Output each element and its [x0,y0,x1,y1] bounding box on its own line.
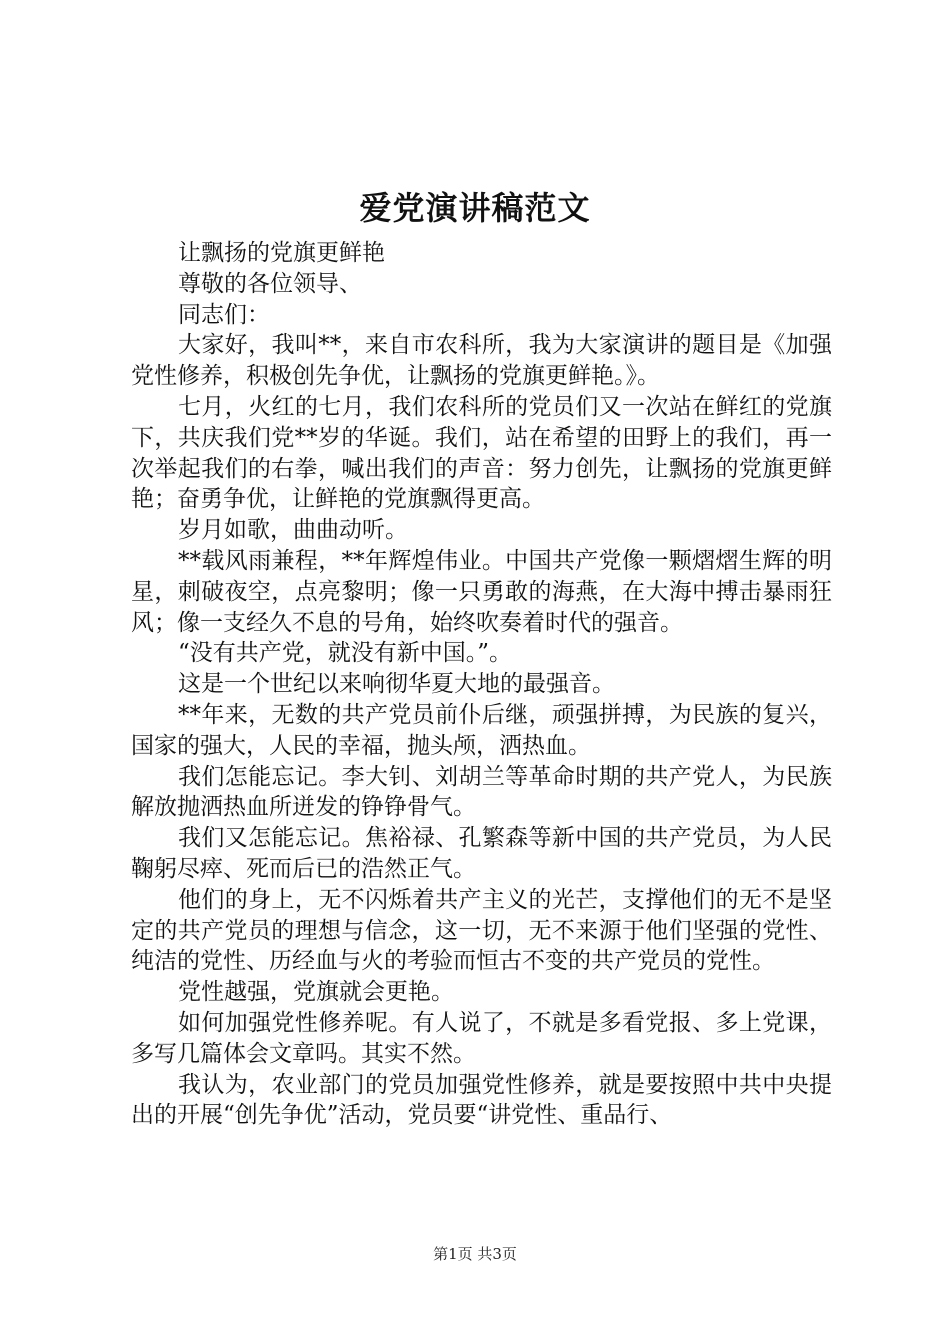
paragraph: 同志们： [178,301,270,328]
paragraph: 如何加强党性修养呢。有人说了，不就是多看党报、多上党课，多写几篇体会文章吗。其实不然。 [131,1009,832,1067]
paragraph: 我们怎能忘记。李大钊、刘胡兰等革命时期的共产党人，为民族解放抛洒热血所迸发的铮铮骨气。 [131,763,832,821]
paragraph: 他们的身上，无不闪烁着共产主义的光芒，支撑他们的无不是坚定的共产党员的理想与信念，这一切，无不来源于他们坚强的党性、纯洁的党性、历经血与火的考验而恒古不变的共产党员的党性。 [131,886,832,975]
paragraph: **载风雨兼程，**年辉煌伟业。中国共产党像一颗熠熠生辉的明星，刺破夜空，点亮黎明；像一只勇敢的海燕，在大海中搏击暴雨狂风；像一支经久不息的号角，始终吹奏着时代的强音。 [131,547,832,636]
document-title: 爱党演讲稿范文 [359,189,591,227]
paragraph: 党性越强，党旗就会更艳。 [178,979,454,1006]
document-body [131,238,832,1131]
page-footer: 第1页 共3页 [433,1245,517,1263]
paragraph: 七月，火红的七月，我们农科所的党员们又一次站在鲜红的党旗下，共庆我们党**岁的华诞。我们，站在希望的田野上的我们，再一次举起我们的右拳，喊出我们的声音：努力创先，让飘扬的党旗更鲜艳；奋勇争优，让鲜艳的党旗飘得更高。 [131,393,832,513]
paragraph: **年来，无数的共产党员前仆后继，顽强拼搏，为民族的复兴，国家的强大，人民的幸福，抛头颅，洒热血。 [131,701,832,759]
paragraph: 让飘扬的党旗更鲜艳 [178,240,385,266]
paragraph: 我们又怎能忘记。焦裕禄、孔繁森等新中国的共产党员，为人民鞠躬尽瘁、死而后已的浩然正气。 [131,825,832,882]
paragraph: 岁月如歌，曲曲动听。 [178,517,408,544]
paragraph: 我认为，农业部门的党员加强党性修养，就是要按照中共中央提出的开展“创先争优”活动，党员要“讲党性、重品行、 [131,1071,832,1129]
paragraph: “没有共产党，就没有新中国。”。 [178,640,513,667]
paragraph: 尊敬的各位领导、 [178,270,362,297]
paragraph: 这是一个世纪以来响彻华夏大地的最强音。 [178,671,615,698]
paragraph: 大家好，我叫**，来自市农科所，我为大家演讲的题目是《加强党性修养，积极创先争优，让飘扬的党旗更鲜艳。》。 [131,332,832,390]
